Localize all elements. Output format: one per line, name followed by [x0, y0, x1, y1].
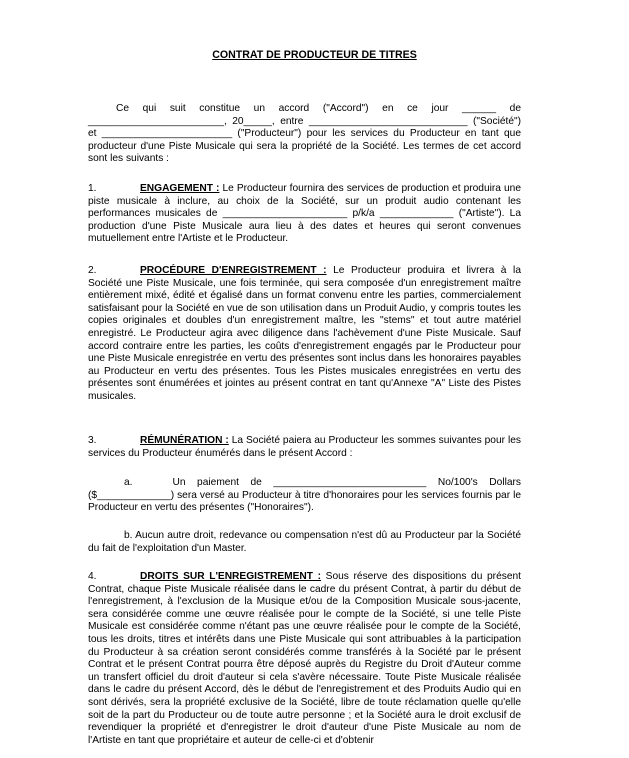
intro-paragraph: Ce qui suit constitue un accord ("Accord") en ce jour ______ de ________________________, 20_____, entre ____________________________ ("Société") et _______________________ ("Producteur") pour les services du Producteur en tant que producteur d'une Piste Musicale qui sera la propriété de la Société. Les termes de cet accord sont les suivants : — [88, 103, 521, 165]
section-recording-procedure — [88, 265, 521, 404]
section-heading: PROCÉDURE D'ENREGISTREMENT : — [140, 265, 327, 276]
section-recording-rights — [88, 571, 521, 747]
section-body: Le Producteur fournira des services de production et produira une piste musicale à inclure, au choix de la Société, sur un produit audio contenant les performances musicales de ______________________ p/k/a _____________ ("Artiste"). La production d'une Piste Musicale aura lieu à des dates et heures qui seront convenues mutuellement entre l'Artiste et le Producteur. — [88, 183, 521, 245]
section-heading: DROITS SUR L'ENREGISTREMENT : — [140, 571, 322, 582]
section-body: Sous réserve des dispositions du présent Contrat, chaque Piste Musicale réalisée dans le cadre du présent Contrat, à partir du début de l'enregistrement, à l'exclusion de la Musique et/ou de la Composition Musicale sous-jacente, sera considérée comme une œuvre réalisée pour le compte de la Société, si une telle Piste Musicale est considérée comme n'étant pas une œuvre réalisée pour le compte de la Société, tous les droits, titres et intérêts dans une Piste Musicale qui sont attribuables à la participation du Producteur à sa création seront considérés comme transférés à la Société par le présent Contrat et le présent Contrat pourra être déposé auprès du Registre du Droit d'Auteur comme un transfert officiel du droit d'auteur si cela s'avère nécessaire. Toute Piste Musicale réalisée dans le cadre du présent Accord, dès le début de l'enregistrement et des Produits Audio qui en sont dérivés, sera la propriété exclusive de la Société, libre de toute réclamation quelle qu'elle soit de la part du Producteur ou de toute autre personne ; et la Société aura le droit exclusif de revendiquer la propriété et d'enregistrer le droit d'auteur d'une Piste Musicale au nom de l'Artiste en tant que propriétaire et auteur de celle-ci et d'obtenir — [88, 571, 521, 746]
document-title: CONTRAT DE PRODUCTEUR DE TITRES — [212, 49, 417, 61]
subsection-no-other-rights — [88, 530, 521, 555]
subsection-label: b. — [124, 530, 133, 541]
subsection-body: Un paiement de ___________________________ No/100's Dollars ($_____________) sera versé au Producteur à titre d'honoraires pour les services fournis par le Producteur en vertu des présentes ("Honoraires"). — [88, 477, 521, 514]
section-number: 1. — [88, 183, 97, 194]
section-heading: ENGAGEMENT : — [140, 183, 220, 194]
section-number: 2. — [88, 265, 97, 276]
section-number: 4. — [88, 571, 97, 582]
subsection-label: a. — [124, 477, 133, 488]
subsection-payment — [88, 477, 521, 515]
section-remuneration — [88, 435, 521, 460]
section-engagement — [88, 183, 521, 246]
section-number: 3. — [88, 435, 97, 446]
section-body: La Société paiera au Producteur les sommes suivantes pour les services du Producteur énumérés dans le présent Accord : — [88, 435, 521, 459]
subsection-body: Aucun autre droit, redevance ou compensation n'est dû au Producteur par la Société du fait de l'exploitation d'un Master. — [88, 530, 521, 554]
section-heading: RÉMUNÉRATION : — [140, 435, 229, 446]
section-body: Le Producteur produira et livrera à la Société une Piste Musicale, une fois terminée, qui sera composée d'un enregistrement maître entièrement mixé, édité et égalisé dans un format convenu entre les parties, commercialement satisfaisant pour la Société en vue de son utilisation dans un Produit Audio, y compris toutes les copies originales et doubles d'un enregistrement maître, les "stems" et tout autre matériel enregistré. Le Producteur agira avec diligence dans l'achèvement d'une Piste Musicale. Sauf accord contraire entre les parties, les coûts d'enregistrement engagés par le Producteur pour une Piste Musicale enregistrée en vertu des présentes sont inclus dans les honoraires payables au Producteur en vertu des présentes. Tous les Pistes musicales enregistrées en vertu des présentes sont énumérées et jointes au présent contrat en tant qu'Annexe "A" Liste des Pistes musicales. — [88, 265, 521, 402]
